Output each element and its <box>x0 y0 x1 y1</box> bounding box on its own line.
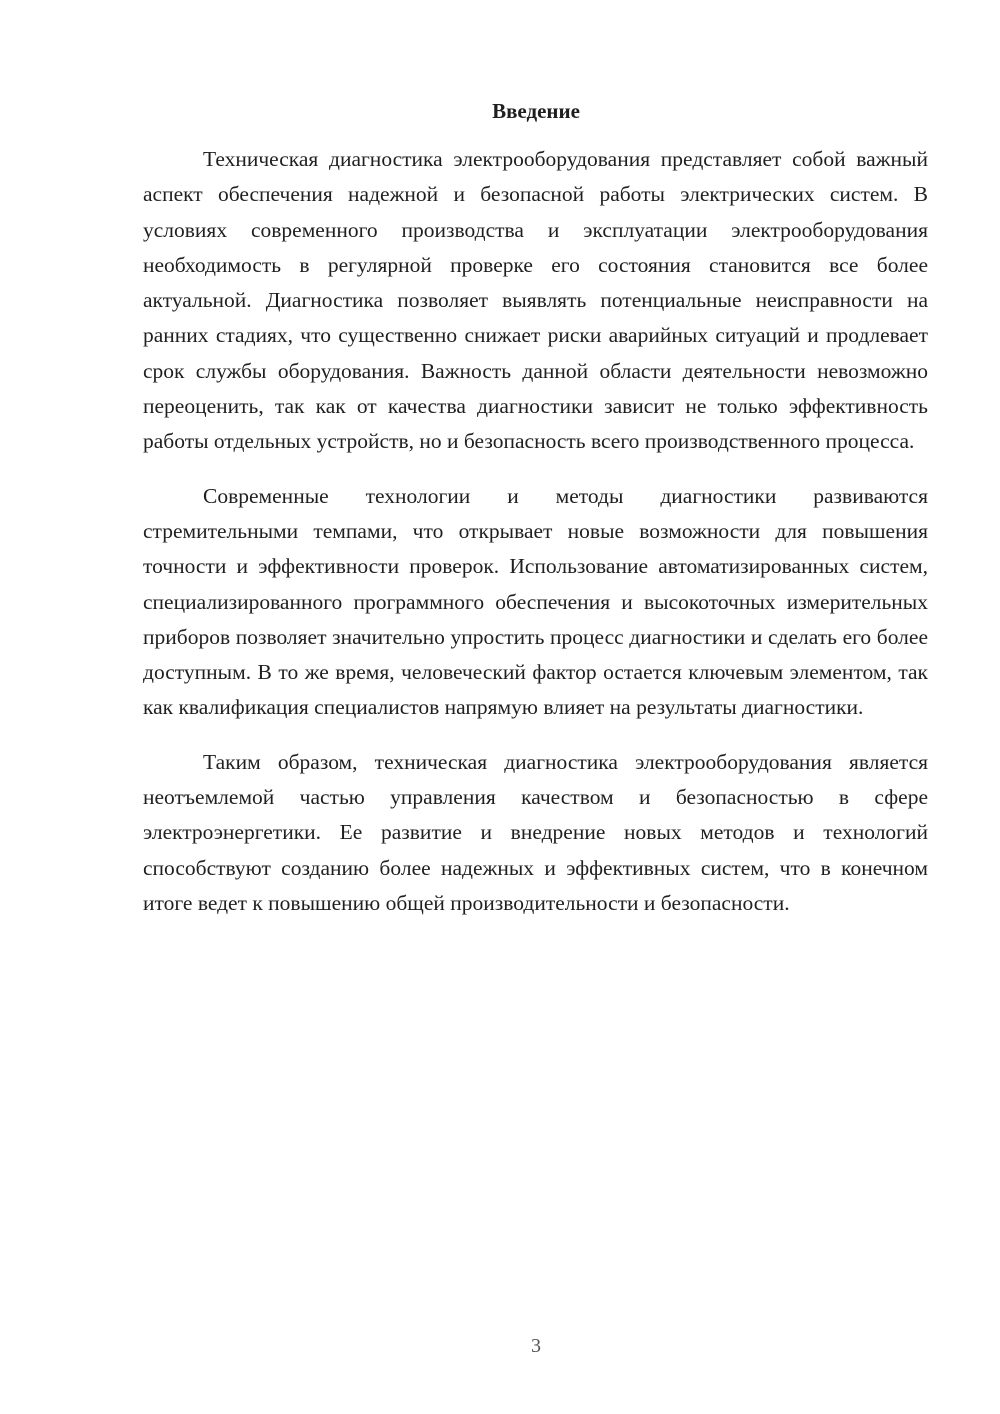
paragraph-3: Таким образом, техническая диагностика электрооборудования является неотъемлемой частью управления качеством и безопасностью в сфере электроэнергетики. Ее развитие и внедрение новых методов и технологий способствуют созданию более надежных и эффективных систем, что в конечном итоге ведет к повышению общей производительности и безопасности. <box>143 749 928 915</box>
paragraph-2: Современные технологии и методы диагностики развиваются стремительными темпами, что открывает новые возможности для повышения точности и эффективности проверок. Использование автоматизированных систем, специализированного программного обеспечения и высокоточных измерительных приборов позволяет значительно упростить процесс диагностики и сделать его более доступным. В то же время, человеческий фактор остается ключевым элементом, так как квалификация специалистов напрямую влияет на результаты диагностики. <box>143 483 928 720</box>
page-number: 3 <box>531 1335 541 1357</box>
section-title: Введение <box>492 99 580 123</box>
paragraph-1: Техническая диагностика электрооборудования представляет собой важный аспект обеспечения надежной и безопасной работы электрических систем. В условиях современного производства и эксплуатации электрооборудования необходимость в регулярной проверке его состояния становится все более актуальной. Диагностика позволяет выявлять потенциальные неисправности на ранних стадиях, что существенно снижает риски аварийных ситуаций и продлевает срок службы оборудования. Важность данной области деятельности невозможно переоценить, так как от качества диагностики зависит не только эффективность работы отдельных устройств, но и безопасность всего производственного процесса. <box>143 147 928 454</box>
document-body <box>143 142 928 940</box>
